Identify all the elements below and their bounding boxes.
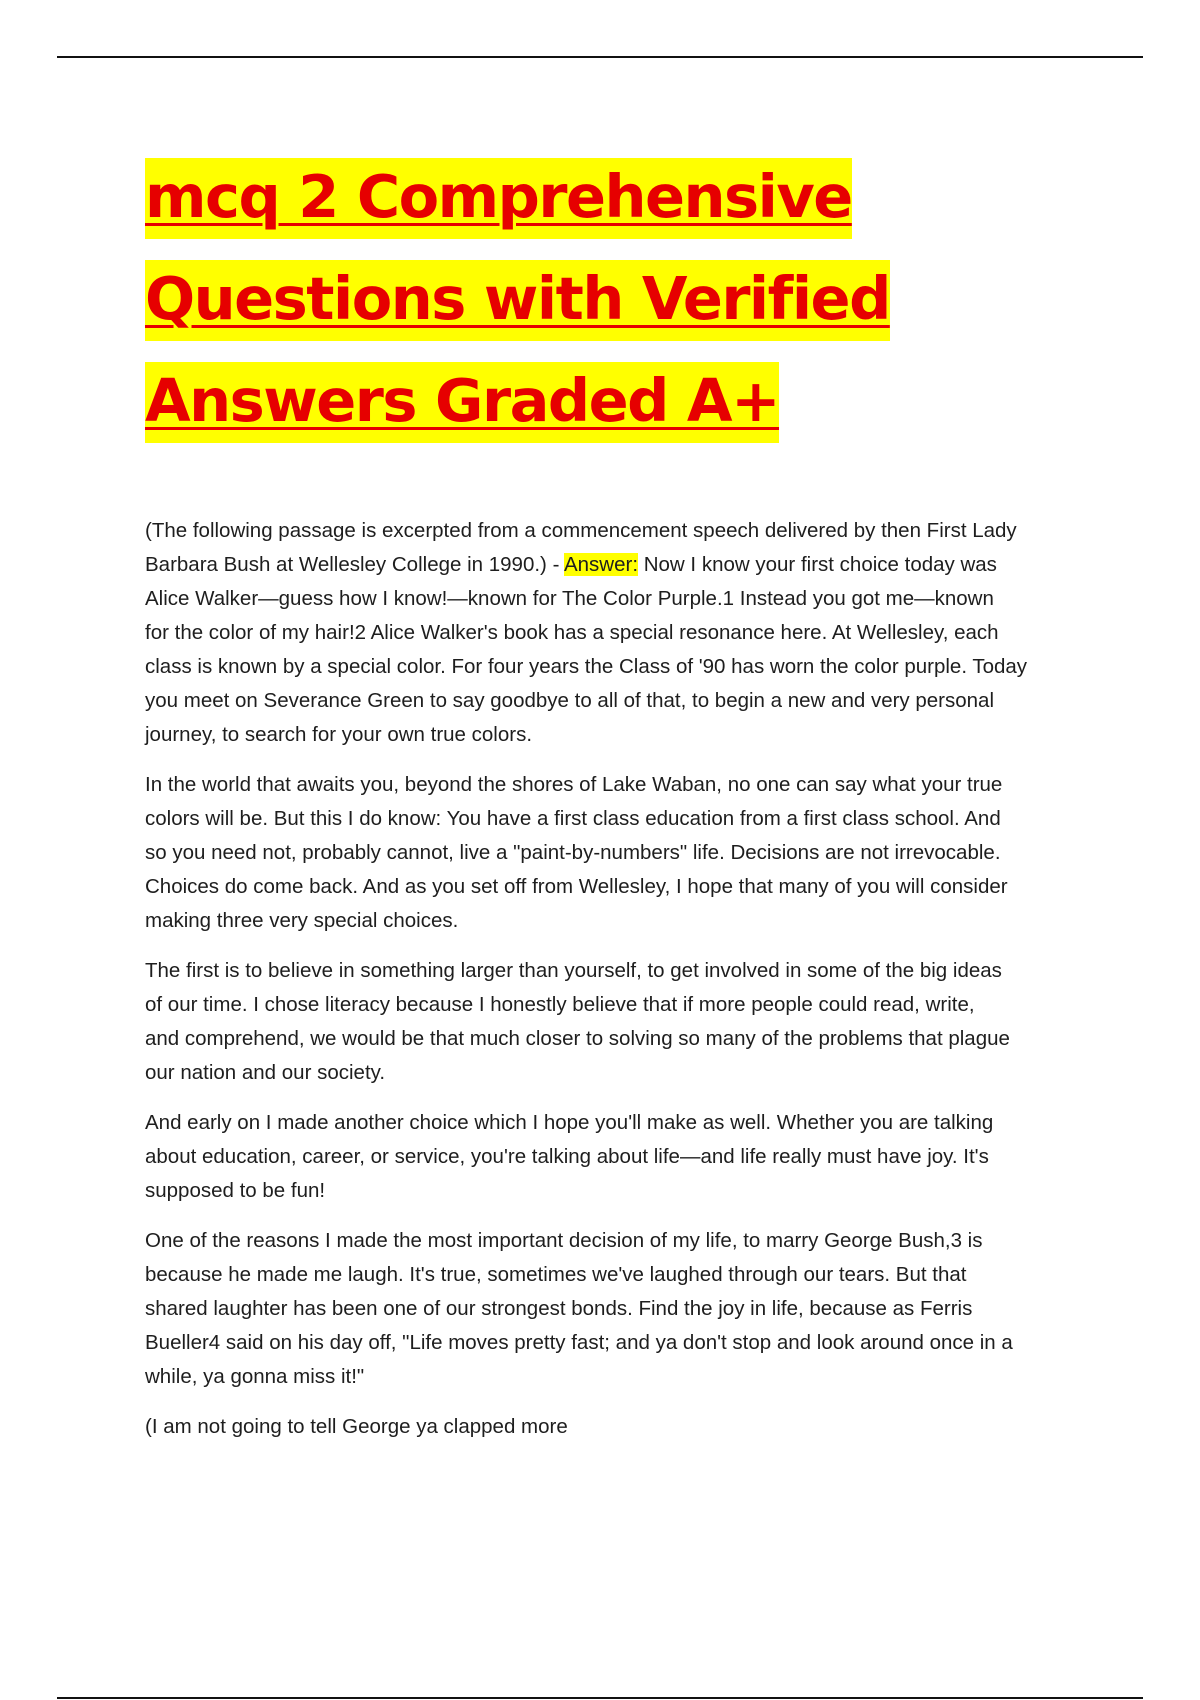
p2-line-4: Choices do come back. And as you set off from Wellesley, I hope that many of you will consider xyxy=(145,875,1008,898)
p1-line-3: Alice Walker—guess how I know!—known for The Color Purple.1 Instead you got me—known xyxy=(145,587,994,610)
p3-line-4: our nation and our society. xyxy=(145,1061,386,1084)
p1-line-2-text: Barbara Bush at Wellesley College in 1990.) - xyxy=(145,553,564,576)
p6-line-1: (I am not going to tell George ya clapped more xyxy=(145,1415,568,1438)
p2-line-5: making three very special choices. xyxy=(145,909,459,932)
p3-line-2: of our time. I chose literacy because I honestly believe that if more people could read, write, xyxy=(145,993,975,1016)
title-line-2 xyxy=(145,248,1045,350)
paragraph-6 xyxy=(145,1410,1090,1444)
p5-line-4: Bueller4 said on his day off, "Life moves pretty fast; and ya don't stop and look around once in a xyxy=(145,1331,1013,1354)
p4-line-1: And early on I made another choice which I hope you'll make as well. Whether you are talking xyxy=(145,1111,994,1134)
top-rule xyxy=(57,56,1143,58)
p1-line-5: class is known by a special color. For four years the Class of '90 has worn the color purple. Today xyxy=(145,655,1028,678)
document-body xyxy=(145,514,1090,1460)
p3-line-1: The first is to believe in something larger than yourself, to get involved in some of the big ideas xyxy=(145,959,1002,982)
p4-line-3: supposed to be fun! xyxy=(145,1179,326,1202)
p5-line-1: One of the reasons I made the most important decision of my life, to marry George Bush,3 is xyxy=(145,1229,983,1252)
paragraph-2 xyxy=(145,768,1090,938)
paragraph-1 xyxy=(145,514,1090,752)
p1-line-6: you meet on Severance Green to say goodbye to all of that, to begin a new and very personal xyxy=(145,689,995,712)
p1-line-4: for the color of my hair!2 Alice Walker's book has a special resonance here. At Wellesley, each xyxy=(145,621,999,644)
document-title xyxy=(145,146,1045,452)
p5-line-2: because he made me laugh. It's true, sometimes we've laughed through our tears. But that xyxy=(145,1263,967,1286)
answer-label: Answer: xyxy=(563,553,639,576)
title-line-1 xyxy=(145,146,1045,248)
p4-line-2: about education, career, or service, you're talking about life—and life really must have joy. It's xyxy=(145,1145,989,1168)
title-line-3 xyxy=(145,350,1045,452)
paragraph-3 xyxy=(145,954,1090,1090)
answer-text-start: Now I know your first choice today was xyxy=(638,553,997,576)
p2-line-2: colors will be. But this I do know: You have a first class education from a first class school. And xyxy=(145,807,1001,830)
p1-line-7: journey, to search for your own true colors. xyxy=(145,723,533,746)
p2-line-3: so you need not, probably cannot, live a "paint-by-numbers" life. Decisions are not irrevocable. xyxy=(145,841,1001,864)
title-line-3-text: Answers Graded A+ xyxy=(145,362,779,443)
p3-line-3: and comprehend, we would be that much closer to solving so many of the problems that plague xyxy=(145,1027,1010,1050)
paragraph-4 xyxy=(145,1106,1090,1208)
p1-line-2 xyxy=(145,548,1090,582)
paragraph-5 xyxy=(145,1224,1090,1394)
bottom-rule xyxy=(57,1697,1143,1699)
title-line-1-text: mcq 2 Comprehensive xyxy=(145,158,852,239)
p5-line-3: shared laughter has been one of our strongest bonds. Find the joy in life, because as Ferris xyxy=(145,1297,973,1320)
p5-line-5: while, ya gonna miss it!" xyxy=(145,1365,365,1388)
p2-line-1: In the world that awaits you, beyond the shores of Lake Waban, no one can say what your true xyxy=(145,773,1003,796)
p1-line-1: (The following passage is excerpted from a commencement speech delivered by then First Lady xyxy=(145,519,1017,542)
title-line-2-text: Questions with Verified xyxy=(145,260,890,341)
